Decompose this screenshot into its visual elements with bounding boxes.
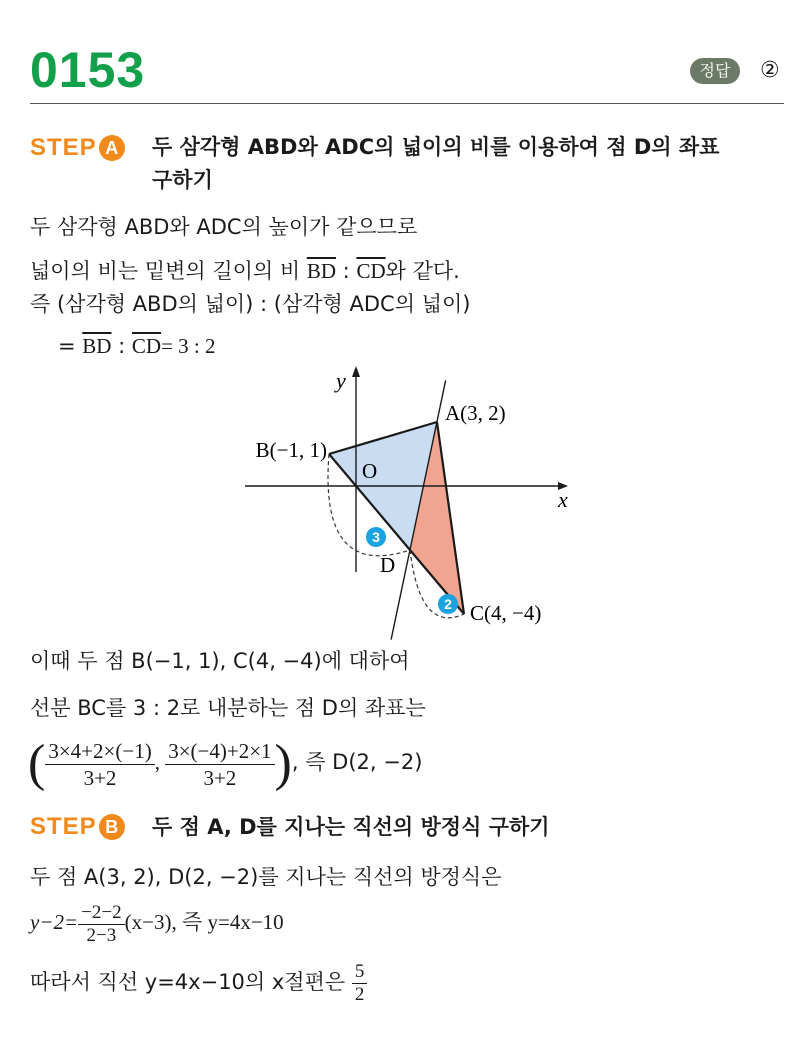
conclusion-text: 따라서 직선 y=4x−10의 x절편은 <box>30 970 352 994</box>
answer-value: ② <box>760 58 780 83</box>
problem-number: 0153 <box>30 42 146 98</box>
segment-bd: $\overline{BD}$ <box>82 334 112 358</box>
step-a-text1: 두 삼각형 ABD와 ADC의 높이가 같으므로 <box>30 215 418 239</box>
y-axis-arrow-icon <box>352 366 360 377</box>
x-intercept-frac <box>352 961 368 1006</box>
step-b-title: 두 점 A, D를 지나는 직선의 방정식 구하기 <box>152 815 550 839</box>
step-b-conclusion <box>30 956 367 1008</box>
x-intercept-den: 2 <box>354 983 365 1005</box>
step-word: STEP <box>30 813 97 840</box>
point-d-label: D <box>380 553 396 577</box>
origin-label: O <box>362 459 378 483</box>
slope-frac <box>78 902 124 947</box>
frac-comma: , <box>154 750 160 774</box>
frac-y-den: 3+2 <box>203 765 237 790</box>
colon: : <box>336 259 357 283</box>
point-c-label: C(4, −4) <box>470 601 542 625</box>
slope-num: −2−2 <box>78 902 124 925</box>
x-intercept-num: 5 <box>352 961 368 984</box>
ratio-result: = 3 : 2 <box>161 334 216 358</box>
frac-x-den: 3+2 <box>83 765 117 790</box>
text2-a: 넓이의 비는 밑변의 길이의 비 <box>30 259 307 283</box>
step-b-equation <box>30 896 284 948</box>
step-a-text3: 즉 (삼각형 ABD의 넓이) : (삼각형 ADC의 넓이) <box>30 292 471 316</box>
mid-text2: 선분 BC를 3 : 2로 내분하는 점 D의 좌표는 <box>30 696 426 720</box>
step-word: STEP <box>30 134 97 161</box>
answer-badge: 정답 <box>690 58 740 84</box>
result-d: , 즉 D(2, −2) <box>291 750 423 774</box>
segment-cd: $\overline{CD}$ <box>356 259 386 283</box>
step-a-badge: A <box>99 135 125 161</box>
step-b-label <box>30 812 125 842</box>
x-axis-label: x <box>558 487 568 512</box>
segment-cd: $\overline{CD}$ <box>131 334 162 358</box>
mid-text1: 이때 두 점 B(−1, 1), C(4, −4)에 대하여 <box>30 649 410 673</box>
ratio-marker-bd-label: 3 <box>372 529 380 545</box>
step-b-badge: B <box>99 814 125 840</box>
step-a-title-line2: 구하기 <box>152 168 213 192</box>
frac-x <box>45 738 154 791</box>
point-b-label: B(−1, 1) <box>255 438 327 462</box>
segment-bd: $\overline{BD}$ <box>306 259 336 283</box>
y-axis-label: y <box>336 368 346 393</box>
point-a-label: A(3, 2) <box>445 401 506 425</box>
colon: : <box>111 334 132 358</box>
step-b-text1: 두 점 A(3, 2), D(2, −2)를 지나는 직선의 방정식은 <box>30 865 502 889</box>
section-formula: ( $\frac{3\times 4+2\times(-1)}{3+2}$ , $\frac{3\times(-4)+2\times 1}{3+2}$ ), 즉 D(2, −2) <box>28 735 423 793</box>
eq-left: y−2= <box>30 910 79 934</box>
step-a-title-line1: 두 삼각형 ABD와 ADC의 넓이의 비를 이용하여 점 D의 좌표 <box>152 135 720 159</box>
eq-sign: = <box>58 334 83 358</box>
frac-y <box>165 738 274 791</box>
slope-den: 2−3 <box>86 924 117 946</box>
frac-x-num: 3×4+2×(−1) <box>45 738 154 765</box>
ratio-marker-dc-label: 2 <box>444 596 452 612</box>
frac-y-num: 3×(−4)+2×1 <box>165 738 274 765</box>
text2-b: 와 같다. <box>385 259 460 283</box>
eq-right: (x−3), 즉 y=4x−10 <box>124 910 284 934</box>
